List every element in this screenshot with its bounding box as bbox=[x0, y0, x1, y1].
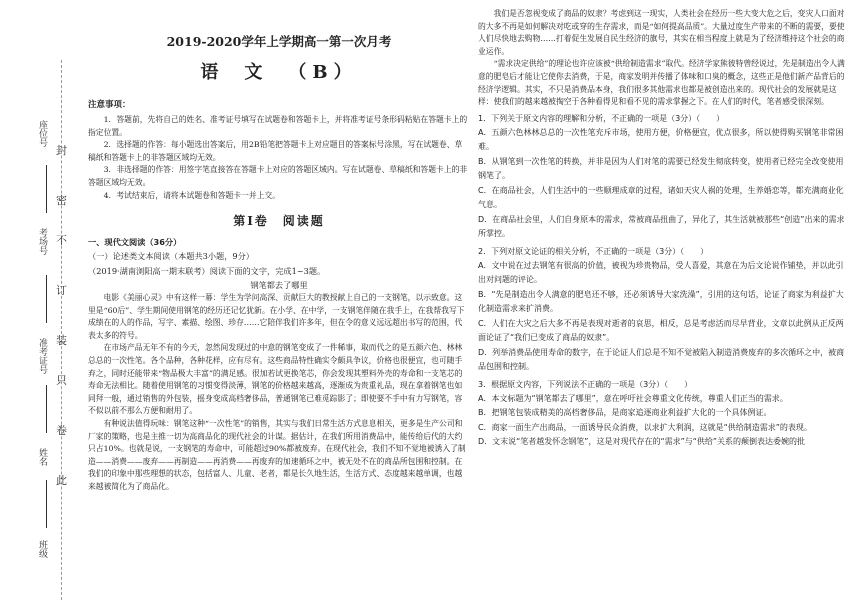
reading-source: （2019·湖南浏阳高一期末联考）阅读下面的文字，完成1~3题。 bbox=[88, 265, 326, 276]
blank-line-room bbox=[46, 165, 47, 213]
mark-juan: 卷 bbox=[56, 424, 67, 437]
question-option: A．文中说在过去钢笔有很高的价值，被视为珍贵物品，受人喜爱，其意在为后文论说作铺垫，并以此引出对问题的评论。 bbox=[478, 260, 844, 285]
question-option: A．本文标题为“钢笔都去了哪里”，意在呼吁社会尊重文化传统，尊重人们正当的需求。 bbox=[478, 393, 788, 403]
field-class: 班级 bbox=[37, 540, 47, 558]
notice-item: 4．考试结束后，请将本试题卷和答题卡一并上交。 bbox=[103, 190, 281, 200]
field-seat: 座位号 bbox=[37, 120, 47, 147]
article-title: 钢笔都去了哪里 bbox=[250, 279, 308, 290]
subject-char-2: 文 bbox=[244, 62, 269, 83]
blank-line-name bbox=[46, 385, 47, 433]
question-option: B．“先是制造出令人满意的肥皂还不够，还必须诱导大家洗澡”，引用的这句话，论证了商家为利益扩大化制造需求来扩消费。 bbox=[478, 289, 844, 314]
subsection-heading: （一）论述类文本阅读（本题共3小题，9分） bbox=[88, 251, 254, 262]
article-paragraph: “需求决定供给”的理论也许应该被“供给制造需求”取代。经济学家熊彼特曾经说过，先是制造出令人满意的肥皂后才能让它使你去消费，于是，商家发明并传播了体味和口臭的概念，这些正是他们新产品背后的经济学逻辑。其实，不只是消费品本身，我们很多其他需求也都是被创造出来的。现代社会的发展就是这样：使我们的越来越被掏空于各种看得见和看不见的需求掌握之下。在人们的时代，笔者感受很深刻。 bbox=[478, 59, 845, 107]
article-paragraph: 我们是否忽视变成了商品的奴隶？考虑到这一现实，人类社会在经历一些大变大危之后，变灾人口面对的大多不再是如何解决对吃或穿的生存需求，而是“如何提高品质”。大量过度生产带来的不断的需要，要使人们尽快地去购物……打着促生发展自民生经济的旗号，其实在相当程度上就是为了经济维持这个社会的商业运作。 bbox=[478, 9, 845, 56]
question-option: D．列举消费品使用寿命的数字，在于论证人们总是不知不觉被陷入制造消费废弃的多次循环之中，被商品包围和控制。 bbox=[478, 347, 845, 372]
article-paragraph: 电影《美丽心灵》中有这样一幕：学生为学问高深、贡献巨大的教授献上自己的一支钢笔，以示致意。这里是“60后”、学生期间使用钢笔的经历还记忆犹新。在小学、在中学，一支钢笔伴随在我手上，在我帮我写下成绩在的人的作品，写字、素描、绘图、珍存……它陪伴我们许多年，但在令的意义远远超出书写的范围，代表太多的符号。 bbox=[88, 292, 465, 340]
blank-line-exam-id bbox=[46, 275, 47, 323]
mark-ci: 此 bbox=[56, 474, 67, 487]
question-option: C．人们在大灾之后大多不再是表现对逝者的哀思，相反，总是考虑活而尽早背业，文章以此例从正反两面论证了“我们已变成了商品的奴隶”。 bbox=[478, 318, 844, 343]
seal-line bbox=[61, 60, 62, 600]
mark-mi: 密 bbox=[56, 194, 67, 207]
binding-strip bbox=[8, 60, 78, 600]
article-paragraph: 有种说法值得玩味：钢笔这种“一次性笔”的销售，其实与我们日常生活方式息息相关，更多是生产公司和厂家的策略，也是主推一切为高商品化的现代社会的计谋。据估计，在我们所用消费品中，能传给后代的大约只占10%。也就是说，一支钢笔的寿命中，可能超过90%都被废弃。在现代社会，我们不知不觉地被诱入了制造——消费——废弃——再制造——再消费——再废弃的加速循环之中，被无处不在的商品所包围和控制。在我们的印象中那些理想的状态，包括富人、儿童、老者，都是长久地生活，生活方式、态度越来越单调，也越来越被简化为了商品化。 bbox=[88, 418, 466, 491]
subject-heading bbox=[88, 58, 470, 84]
notice-item: 1．答题前，先将自己的姓名、准考证号填写在试题卷和答题卡上，并将准考证号条形码粘贴在答题卡上的指定位置。 bbox=[88, 115, 468, 137]
right-column bbox=[478, 8, 850, 450]
exam-title: 2019-2020学年上学期高一第一次月考 bbox=[166, 34, 392, 49]
question-option: A．五颜六色林林总总的一次性笔充斥市场，使用方便，价格便宜，优点很多，所以使得购买钢笔非常困难。 bbox=[478, 127, 844, 152]
notice-item: 2．选择题的作答：每小题选出答案后，用2B铅笔把答题卡上对应题目的答案标号涂黑，写在试题卷、草稿纸和答题卡上的非答题区域均无效。 bbox=[88, 140, 463, 162]
field-name: 姓名 bbox=[37, 448, 47, 466]
mark-ding: 订 bbox=[56, 284, 67, 297]
question-option: D．文末说“笔者越发怀念钢笔”，这是对现代存在的“需求”与“供给”关系的颠倒表达委婉的批 bbox=[478, 437, 806, 447]
left-column bbox=[88, 8, 470, 493]
field-exam-id: 准考证号 bbox=[37, 338, 47, 374]
question-option: D．在商品社会里，人们自身原本的需求，常被商品扭曲了，异化了，其生活就被那些“创造”出来的需求所掌控。 bbox=[478, 214, 845, 239]
section-title: 第Ⅰ卷 阅读题 bbox=[233, 214, 325, 229]
article-paragraph: 在市场产品无年不有的今天，忽然间发现过的中意的钢笔变成了一件稀事，取而代之的是五颜六色、林林总总的一次性笔。各个品种，各种花样，应有尽有。这些商品特性确实令颇具争议，价格也很便宜，也可随手弃之，同时还能带来“物品极大丰富”的满足感。很加若试更换笔芯，你会发现其塑料外壳的寿命和一支笔芯的寿命无法相比。随着使用钢笔的习惯变得淡薄，钢笔的价格越来越高，逐渐成为贵重礼品，现在拿着钢笔也如同拜一般，通过销售的外包装，摇身变成高档奢侈品，普通钢笔已难觅踪影了；即使要不手中有力写钢笔，容不似以前不那么方便和耐用了。 bbox=[88, 343, 463, 416]
blank-line-class bbox=[46, 480, 47, 528]
mark-zhi: 只 bbox=[56, 374, 67, 387]
question-option: C．在商品社会，人们生活中的一些顺理成章的过程，诸如天灾人祸的处理，生养婚恋等，都充满商业化气息。 bbox=[478, 185, 844, 210]
subject-version: （B） bbox=[288, 62, 358, 83]
subject-char-1: 语 bbox=[200, 62, 225, 83]
part-heading: 一、现代文阅读（36分） bbox=[88, 237, 182, 248]
mark-feng: 封 bbox=[56, 144, 67, 157]
question-option: B．从钢笔到一次性笔的转换，并非是因为人们对笔的需要已经发生彻底转变，使用者已经完全改变使用钢笔了。 bbox=[478, 156, 844, 181]
question-stem: 1．下列关于原文内容的理解和分析，不正确的一项是（3分）（ ） bbox=[478, 113, 725, 123]
question-option: C．商家一面生产出商品，一面诱导民众消费，以求扩大利润，这就是“供给制造需求”的表现。 bbox=[478, 422, 812, 432]
question-option: B．把钢笔包装成精美的高档奢侈品，是商家追逐商业利益扩大化的一个具体例证。 bbox=[478, 408, 772, 418]
mark-zhuang: 装 bbox=[56, 334, 67, 347]
mark-bu: 不 bbox=[56, 234, 67, 247]
question-stem: 2．下列对原文论证的相关分析，不正确的一项是（3分）（ ） bbox=[478, 246, 709, 256]
notice-item: 3．非选择题的作答：用签字笔直接答在答题卡上对应的答题区域内。写在试题卷、草稿纸和答题卡上的非答题区域均无效。 bbox=[88, 165, 468, 187]
notice-title: 注意事项： bbox=[88, 100, 131, 110]
question-stem: 3．根据原文内容，下列说法不正确的一项是（3分）（ ） bbox=[478, 379, 693, 389]
field-room: 考场号 bbox=[37, 228, 47, 255]
